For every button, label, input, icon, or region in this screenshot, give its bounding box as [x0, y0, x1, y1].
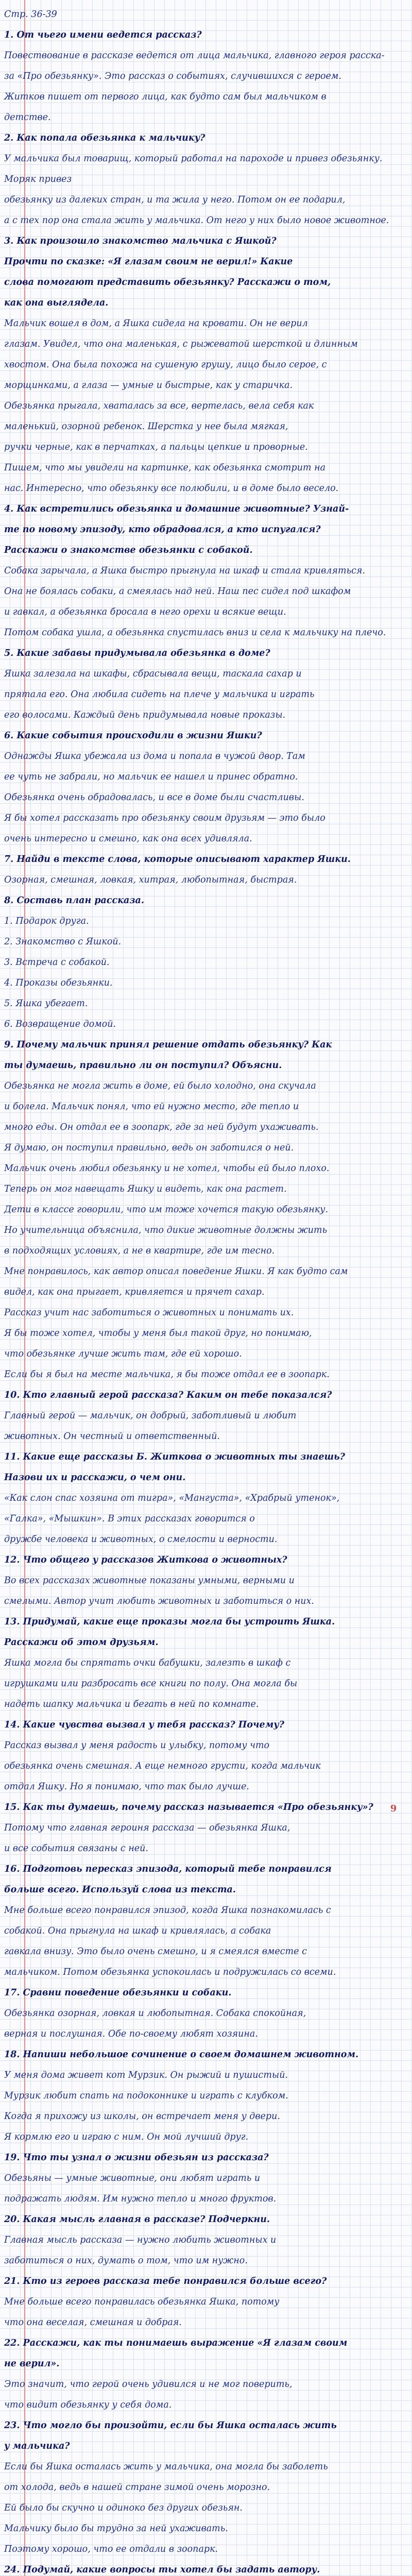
answer-line: Житков пишет от первого лица, как будто сам был мальчиком в [4, 92, 327, 102]
question-line: у мальчика? [4, 2441, 70, 2451]
question-line: Расскажи об этом друзьям. [4, 1637, 159, 1648]
answer-line: глазам. Увидел, что она маленькая, с рыжеватой шерсткой и длинным [4, 339, 358, 349]
answer-line: Повествование в рассказе ведется от лица мальчика, главного героя расска- [4, 50, 385, 61]
question-line: 6. Какие события происходили в жизни Яшки? [4, 731, 262, 741]
question-line: Расскажи о знакомстве обезьянки с собакой. [4, 545, 253, 555]
question-line: 11. Какие еще рассказы Б. Житкова о животных ты знаешь? [4, 1452, 345, 1462]
answer-line: маленький, озорной ребенок. Шерстка у нее была мягкая, [4, 421, 288, 432]
answer-line: собакой. Она прыгнула на шкаф и кривлялась, а собака [4, 1926, 271, 1936]
answer-line: морщинками, а глаза — умные и быстрые, как у старичка. [4, 380, 293, 391]
answer-line: заботиться о них, думать о том, что им нужно. [4, 2256, 248, 2266]
answer-line: Главный герой — мальчик, он добрый, заботливый и любит [4, 1411, 297, 1421]
answer-line: Озорная, смешная, ловкая, хитрая, любопытная, быстрая. [4, 875, 297, 885]
page-label: Стр. 36-39 [4, 9, 57, 20]
answer-line: Мальчику было бы трудно за ней ухаживать. [4, 2523, 228, 2534]
question-line: 14. Какие чувства вызвал у тебя рассказ? Почему? [4, 1720, 285, 1730]
question-line: 9. Почему мальчик принял решение отдать обезьянку? Как [4, 1040, 332, 1050]
question-line: 17. Сравни поведение обезьянки и собаки. [4, 1988, 232, 1998]
answer-line: Поэтому хорошо, что ее отдали в зоопарк. [4, 2544, 218, 2554]
question-line: 2. Как попала обезьянка к мальчику? [4, 133, 205, 143]
answer-line: Но учительница объяснила, что дикие животные должны жить [4, 1225, 328, 1235]
answer-line: Собака зарычала, а Яшка быстро прыгнула на шкаф и стала кривляться. [4, 566, 366, 576]
question-line: 15. Как ты думаешь, почему рассказ называется «Про обезьянку»? [4, 1802, 373, 1812]
answer-line: Обезьянка озорная, ловкая и любопытная. Собака спокойная, [4, 2008, 306, 2019]
answer-line: что видит обезьянку у себя дома. [4, 2400, 172, 2410]
answer-line: Я кормлю его и играю с ним. Он мой лучший друг. [4, 2132, 249, 2142]
answer-line: Мальчик вошел в дом, а Яшка сидела на кровати. Он не верил [4, 318, 308, 329]
question-line: 21. Кто из героев рассказа тебе понравился больше всего? [4, 2276, 327, 2286]
answer-line: обезьянка очень смешная. А еще немного грусти, когда мальчик [4, 1761, 321, 1771]
answer-line: Мне больше всего понравился эпизод, когда Яшка познакомилась с [4, 1905, 331, 1916]
answer-line: что обезьянке лучше жить там, где ей хорошо. [4, 1349, 242, 1359]
question-line: слова помогают представить обезьянку? Расскажи о том, [4, 277, 331, 287]
answer-line: 5. Яшка убегает. [4, 998, 88, 1009]
question-line: 1. От чьего имени ведется рассказ? [4, 30, 202, 40]
question-line: больше всего. Используй слова из текста. [4, 1885, 236, 1895]
question-line: 7. Найди в тексте слова, которые описывают характер Яшки. [4, 854, 351, 865]
answer-line: 1. Подарок друга. [4, 916, 89, 926]
answer-line: Обезьянка не могла жить в доме, ей было холодно, она скучала [4, 1081, 316, 1091]
answer-line: «Галка», «Мышкин». В этих рассказах говорится о [4, 1514, 255, 1524]
question-line: ты думаешь, правильно ли он поступил? Объясни. [4, 1060, 282, 1071]
answer-line: Я бы тоже хотел, чтобы у меня был такой друг, но понимаю, [4, 1328, 312, 1338]
answer-line: верная и послушная. Обе по-своему любят хозяина. [4, 2029, 258, 2039]
answer-line: что она веселая, смешная и добрая. [4, 2317, 182, 2328]
question-line: 5. Какие забавы придумывала обезьянка в доме? [4, 648, 270, 658]
answer-line: Рассказ вызвал у меня радость и улыбку, потому что [4, 1740, 270, 1751]
answer-line: Ей было бы скучно и одиноко без других обезьян. [4, 2503, 243, 2513]
answer-line: Это значит, что герой очень удивился и не мог поверить, [4, 2379, 293, 2389]
question-line: 13. Придумай, какие еще проказы могла бы устроить Яшка. [4, 1617, 335, 1627]
answer-line: в подходящих условиях, а не в квартире, где им тесно. [4, 1246, 275, 1256]
answer-line: У мальчика был товарищ, который работал на пароходе и привез обезьянку. Моряк привез [4, 154, 383, 184]
handwritten-answers [4, 4, 406, 2576]
answer-line: Во всех рассказах животные показаны умными, верными и [4, 1575, 295, 1586]
answer-line: Если бы я был на месте мальчика, я бы тоже отдал ее в зоопарк. [4, 1369, 330, 1380]
question-line: 20. Какая мысль главная в рассказе? Подчеркни. [4, 2214, 270, 2225]
question-line: 19. Что ты узнал о жизни обезьян из рассказа? [4, 2153, 269, 2163]
answer-line: нас. Интересно, что обезьянку все полюбили, и в доме было весело. [4, 483, 339, 494]
answer-line: и все события связаны с ней. [4, 1843, 148, 1854]
answer-line: и болела. Мальчик понял, что ей нужно место, где тепло и [4, 1101, 299, 1112]
answer-line: от холода, ведь в нашей стране зимой очень морозно. [4, 2482, 270, 2493]
answer-line: ее чуть не забрали, но мальчик ее нашел и принес обратно. [4, 772, 298, 782]
answer-line: Мальчик очень любил обезьянку и не хотел, чтобы ей было плохо. [4, 1163, 330, 1174]
answer-line: за «Про обезьянку». Это рассказ о событиях, случившихся с героем. [4, 71, 341, 81]
answer-line: мальчиком. Потом обезьянка успокоилась и подружилась со всеми. [4, 1967, 336, 1977]
answer-line: прятала его. Она любила сидеть на плече у мальчика и играть [4, 689, 315, 700]
answer-line: игрушками или разбросать все книги по полу. Она могла бы [4, 1679, 298, 1689]
answer-line: а с тех пор она стала жить у мальчика. От него у них было новое животное. [4, 215, 389, 226]
answer-line: животных. Он честный и ответственный. [4, 1431, 220, 1442]
question-line: 24. Подумай, какие вопросы ты хотел бы задать автору. [4, 2565, 320, 2575]
answer-line: и гавкал, а обезьянка бросала в него орехи и всякие вещи. [4, 607, 286, 617]
answer-line: 4. Проказы обезьянки. [4, 978, 113, 988]
answer-line: Мне понравилось, как автор описал поведение Яшки. Я как будто сам [4, 1266, 348, 1277]
answer-line: Яшка могла бы спрятать очки бабушки, залезть в шкаф с [4, 1658, 291, 1668]
question-line: как она выглядела. [4, 298, 109, 308]
answer-line: Рассказ учит нас заботиться о животных и понимать их. [4, 1308, 294, 1318]
answer-line: дружбе человека и животных, о смелости и верности. [4, 1534, 278, 1545]
answer-line: детстве. [4, 112, 51, 123]
answer-line: Мурзик любит спать на подоконнике и играть с клубком. [4, 2091, 288, 2101]
answer-line: много еды. Он отдал ее в зоопарк, где за ней будут ухаживать. [4, 1122, 319, 1132]
answer-line: Пишем, что мы увидели на картинке, как обезьянка смотрит на [4, 463, 326, 473]
answer-line: Теперь он мог навещать Яшку и видеть, как она растет. [4, 1184, 287, 1194]
question-line: Назови их и расскажи, о чем они. [4, 1472, 186, 1483]
answer-line: обезьянку из далеких стран, и та жила у него. Потом он ее подарил, [4, 195, 346, 205]
answer-line: 3. Встреча с собакой. [4, 957, 110, 968]
answer-line: Когда я прихожу из школы, он встречает меня у двери. [4, 2111, 280, 2122]
question-line: 22. Расскажи, как ты понимаешь выражение «Я глазам своим [4, 2338, 348, 2348]
answer-line: его волосами. Каждый день придумывала новые проказы. [4, 710, 286, 720]
question-line: 3. Как произошло знакомство мальчика с Яшкой? [4, 236, 277, 246]
answer-line: Однажды Яшка убежала из дома и попала в чужой двор. Там [4, 751, 305, 761]
answer-line: видел, как она прыгает, кривляется и прячет сахар. [4, 1287, 265, 1297]
question-line: 10. Кто главный герой рассказа? Каким он тебе показался? [4, 1390, 332, 1400]
question-line: 18. Напиши небольшое сочинение о своем домашнем животном. [4, 2049, 359, 2060]
answer-line: Мне больше всего понравилась обезьянка Яшка, потому [4, 2297, 280, 2307]
answer-line: Если бы Яшка осталась жить у мальчика, она могла бы заболеть [4, 2462, 328, 2472]
margin-mark: 9 [390, 1803, 397, 1814]
answer-line: Яшка залезала на шкафы, сбрасывала вещи, таскала сахар и [4, 669, 302, 679]
question-line: 4. Как встретились обезьянка и домашние животные? Узнай- [4, 504, 349, 514]
answer-line: ручки черные, как в перчатках, а пальцы цепкие и проворные. [4, 442, 308, 452]
question-line: 12. Что общего у рассказов Житкова о животных? [4, 1555, 287, 1565]
answer-line: 2. Знакомство с Яшкой. [4, 937, 122, 947]
answer-line: Она не боялась собаки, а смеялась над ней. Наш пес сидел под шкафом [4, 586, 351, 597]
answer-line: Я бы хотел рассказать про обезьянку своим друзьям — это было [4, 813, 325, 823]
answer-line: Дети в классе говорили, что им тоже хочется такую обезьянку. [4, 1205, 329, 1215]
answer-line: гавкала внизу. Это было очень смешно, и я смеялся вместе с [4, 1946, 307, 1957]
answer-line: 6. Возвращение домой. [4, 1019, 116, 1029]
answer-line: У меня дома живет кот Мурзик. Он рыжий и пушистый. [4, 2070, 288, 2080]
answer-line: подражать людям. Им нужно тепло и много фруктов. [4, 2194, 277, 2204]
question-line: 8. Составь план рассказа. [4, 895, 144, 906]
answer-line: отдал Яшку. Но я понимаю, что так было лучше. [4, 1782, 249, 1792]
question-line: те по новому эпизоду, кто обрадовался, а кто испугался? [4, 524, 321, 535]
answer-line: Обезьянка очень обрадовалась, и все в доме были счастливы. [4, 792, 304, 803]
answer-line: Главная мысль рассказа — нужно любить животных и [4, 2235, 277, 2245]
answer-line: Я думаю, он поступил правильно, ведь он заботился о ней. [4, 1143, 294, 1153]
question-line: не верил». [4, 2359, 60, 2369]
answer-line: очень интересно и смешно, как она всех удивляла. [4, 834, 252, 844]
answer-line: Обезьянка прыгала, хваталась за все, вертелась, вела себя как [4, 401, 314, 411]
answer-line: надеть шапку мальчика и бегать в ней по комнате. [4, 1699, 259, 1709]
answer-line: Потом собака ушла, а обезьянка спустилась вниз и села к мальчику на плечо. [4, 628, 386, 638]
question-line: 16. Подготовь пересказ эпизода, который тебе понравился [4, 1864, 332, 1874]
question-line: 23. Что могло бы произойти, если бы Яшка осталась жить [4, 2420, 337, 2431]
answer-line: Потому что главная героиня рассказа — обезьянка Яшка, [4, 1823, 290, 1833]
answer-line: Обезьяны — умные животные, они любят играть и [4, 2173, 261, 2183]
question-line: Прочти по сказке: «Я глазам своим не верил!» Какие [4, 257, 293, 267]
answer-line: хвостом. Она была похожа на сушеную грушу, лицо было серое, с [4, 360, 327, 370]
answer-line: смелыми. Автор учит любить животных и заботиться о них. [4, 1596, 314, 1606]
answer-line: «Как слон спас хозяина от тигра», «Мангуста», «Храбрый утенок», [4, 1493, 340, 1503]
